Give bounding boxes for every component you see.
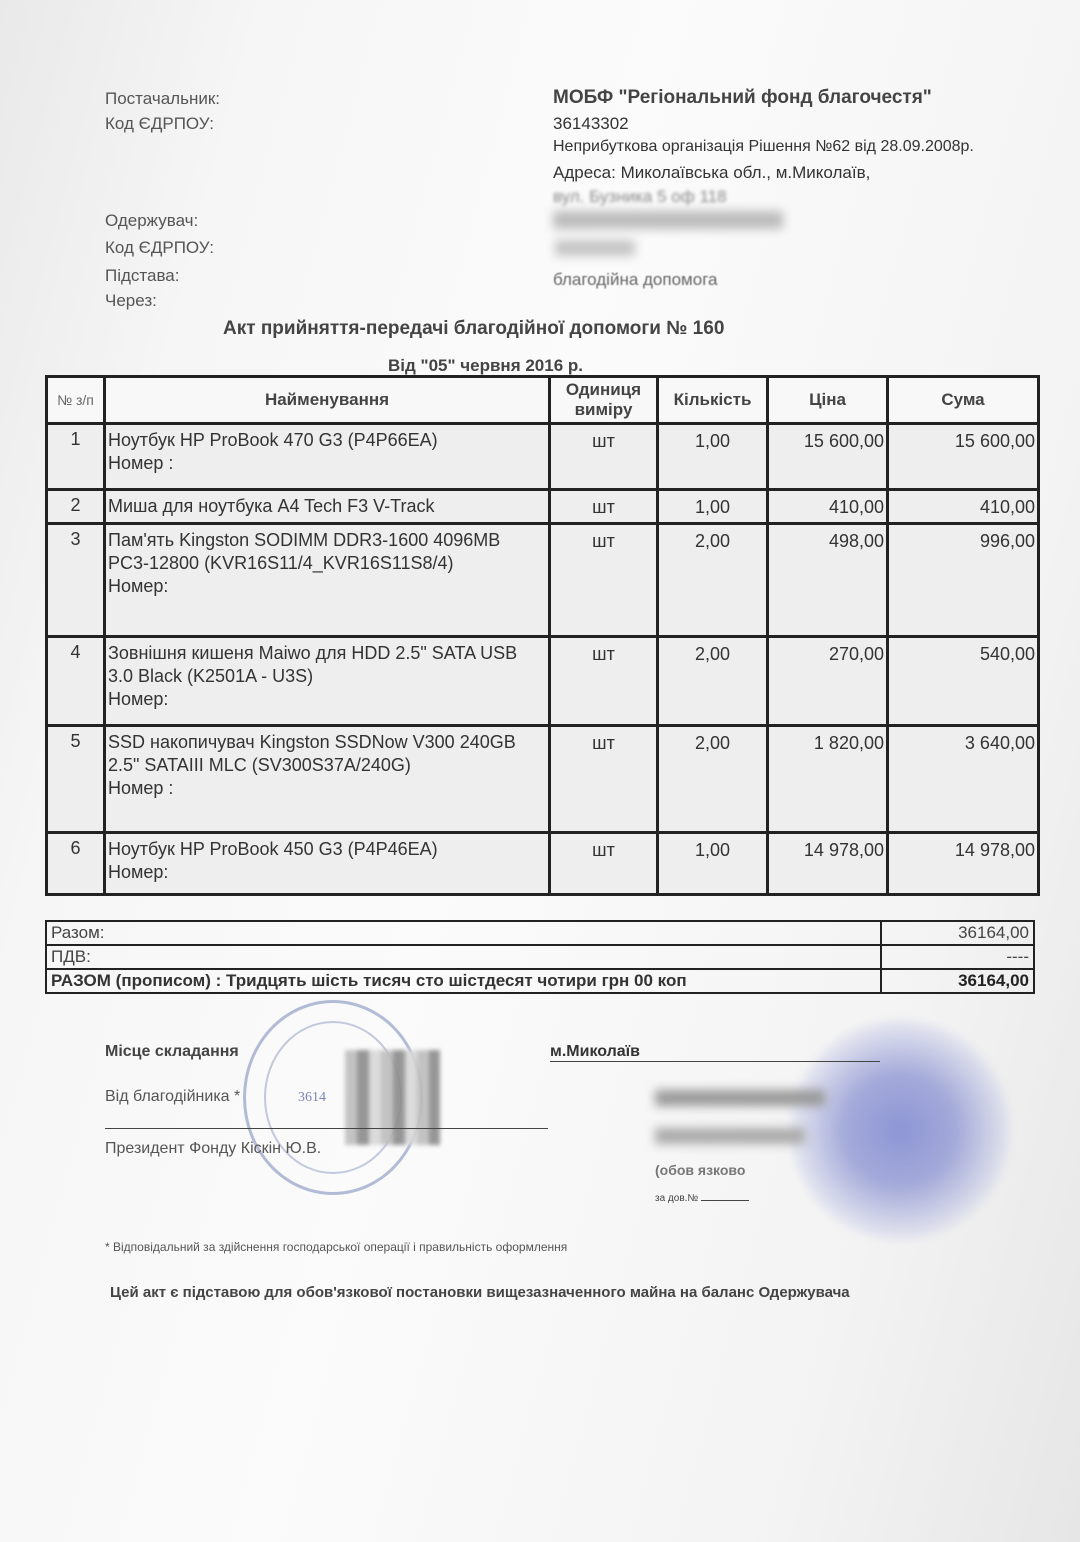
col-unit-header: Одиниця виміру (550, 377, 658, 424)
act-title: Акт прийняття-передачі благодійної допомоги № 160 (223, 318, 725, 339)
row-unit: шт (550, 637, 658, 726)
row-sum: 410,00 (888, 490, 1039, 524)
row-serial: Номер: (108, 689, 169, 709)
supplier-address-line1: Адреса: Миколаївська обл., м.Миколаїв, (553, 163, 871, 182)
row-qty: 1,00 (658, 833, 768, 895)
table-row (47, 490, 1039, 524)
row-num: 1 (47, 424, 105, 490)
row-qty: 2,00 (658, 524, 768, 637)
vat-row (46, 945, 1034, 969)
row-num: 3 (47, 524, 105, 637)
table-row (47, 424, 1039, 490)
row-price: 1 820,00 (768, 726, 888, 833)
contract-label (655, 1193, 749, 1204)
row-sum: 14 978,00 (888, 833, 1039, 895)
row-sum: 15 600,00 (888, 424, 1039, 490)
row-num: 6 (47, 833, 105, 895)
recipient-code-label: Код ЄДРПОУ: (105, 238, 214, 257)
row-price: 410,00 (768, 490, 888, 524)
row-serial: Номер: (108, 576, 169, 596)
table-row (47, 524, 1039, 637)
row-name: SSD накопичувач Kingston SSDNow V300 240GB 2.5" SATAIII MLC (SV300S37A/240G) (108, 732, 516, 775)
row-sum: 540,00 (888, 637, 1039, 726)
row-sum: 3 640,00 (888, 726, 1039, 833)
vat-value: ---- (881, 945, 1034, 969)
col-name-header: Найменування (105, 377, 550, 424)
recipient-sign-redacted-2 (655, 1128, 805, 1144)
row-unit: шт (550, 424, 658, 490)
row-price: 270,00 (768, 637, 888, 726)
total-value: 36164,00 (881, 921, 1034, 945)
row-name-cell (105, 424, 550, 490)
supplier-name: МОБФ "Регіональний фонд благочестя" (553, 87, 932, 108)
total-label: Разом: (46, 921, 881, 945)
basis-value: благодійна допомога (553, 270, 718, 289)
table-row (47, 726, 1039, 833)
row-sum: 996,00 (888, 524, 1039, 637)
total-row (46, 921, 1034, 945)
row-serial: Номер : (108, 453, 174, 473)
col-num-header: № з/п (47, 377, 105, 424)
vat-label: ПДВ: (46, 945, 881, 969)
supplier-address-line2: вул. Бузника 5 оф 118 (553, 187, 727, 206)
supplier-label: Постачальник: (105, 89, 220, 108)
footnote: * Відповідальний за здійснення господарської операції і правильність оформлення (105, 1240, 568, 1254)
row-qty: 2,00 (658, 726, 768, 833)
recipient-name-redacted (553, 211, 783, 229)
row-num: 4 (47, 637, 105, 726)
recipient-sign-redacted-1 (655, 1090, 825, 1106)
row-name: Ноутбук HP ProBook 450 G3 (P4P46EA) (108, 839, 438, 859)
row-serial: Номер: (108, 862, 169, 882)
row-qty: 1,00 (658, 424, 768, 490)
row-unit: шт (550, 524, 658, 637)
words-row (46, 969, 1034, 993)
president-label: Президент Фонду Кіскін Ю.В. (105, 1140, 322, 1157)
place-label: Місце складання (105, 1043, 239, 1060)
row-name-cell (105, 833, 550, 895)
place-value: м.Миколаїв (550, 1043, 880, 1062)
recipient-code-redacted (555, 240, 635, 256)
col-sum-header: Сума (888, 377, 1039, 424)
row-price: 498,00 (768, 524, 888, 637)
row-unit: шт (550, 726, 658, 833)
row-name-cell (105, 524, 550, 637)
contract-label-text: за дов.№ (655, 1193, 699, 1204)
signature-line (105, 1128, 548, 1129)
row-unit: шт (550, 833, 658, 895)
supplier-code: 36143302 (553, 114, 629, 133)
redacted-signature-image (345, 1050, 440, 1145)
row-qty: 1,00 (658, 490, 768, 524)
items-table (45, 375, 1040, 896)
totals-table (45, 920, 1035, 994)
row-name-cell (105, 726, 550, 833)
table-row (47, 637, 1039, 726)
basis-label: Підстава: (105, 266, 180, 285)
recipient-label: Одержувач: (105, 211, 199, 230)
supplier-code-label: Код ЄДРПОУ: (105, 114, 214, 133)
supplier-note: Неприбуткова організація Рішення №62 від 28.09.2008р. (553, 138, 974, 155)
act-date: Від "05" червня 2016 р. (388, 356, 583, 375)
row-name: Пам'ять Kingston SODIMM DDR3-1600 4096MB PC3-12800 (KVR16S11/4_KVR16S11S8/4) (108, 530, 501, 573)
total-in-words-value: 36164,00 (881, 969, 1034, 993)
row-price: 15 600,00 (768, 424, 888, 490)
row-name-cell (105, 490, 550, 524)
row-qty: 2,00 (658, 637, 768, 726)
table-row (47, 833, 1039, 895)
recipient-sign-note: (обов язково (655, 1162, 746, 1178)
stamp-code: 3614 (298, 1090, 326, 1105)
col-price-header: Ціна (768, 377, 888, 424)
row-unit: шт (550, 490, 658, 524)
row-name: Ноутбук HP ProBook 470 G3 (P4P66EA) (108, 430, 438, 450)
col-qty-header: Кількість (658, 377, 768, 424)
basis-statement: Цей акт є підставою для обов'язкової постановки вищезазначенного майна на баланс Одержувача (110, 1284, 850, 1301)
row-price: 14 978,00 (768, 833, 888, 895)
via-label: Через: (105, 291, 157, 310)
row-num: 2 (47, 490, 105, 524)
row-num: 5 (47, 726, 105, 833)
row-name: Миша для ноутбука A4 Tech F3 V-Track (108, 496, 435, 516)
row-name-cell (105, 637, 550, 726)
row-name: Зовнішня кишеня Maiwo для HDD 2.5" SATA USB 3.0 Black (K2501A - U3S) (108, 643, 518, 686)
from-donor-label: Від благодійника * (105, 1088, 241, 1105)
total-in-words: РАЗОМ (прописом) : Тридцять шість тисяч сто шістдесят чотири грн 00 коп (46, 969, 881, 993)
row-serial: Номер : (108, 778, 174, 798)
